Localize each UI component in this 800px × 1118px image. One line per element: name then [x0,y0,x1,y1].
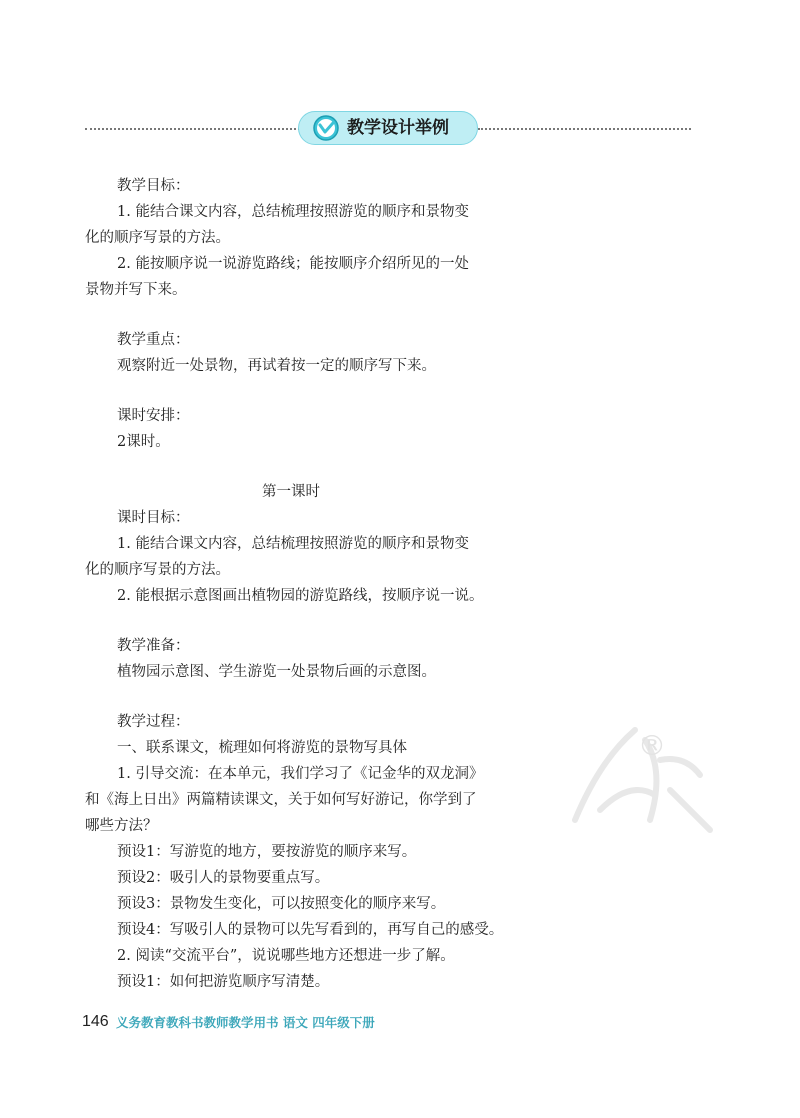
header-rule-left [85,128,300,130]
body-line: 教学目标： [117,178,190,194]
book-title: 义务教育教科书教师教学用书 语文 四年级下册 [116,1015,375,1030]
publisher-watermark-icon [560,700,720,850]
body-line: 预设2：吸引人的景物要重点写。 [117,870,330,886]
body-line: 2. 阅读“交流平台”，说说哪些地方还想进一步了解。 [117,948,455,964]
body-line: 课时安排： [117,408,190,424]
header-rule-right [478,128,691,130]
body-line: 一、联系课文，梳理如何将游览的景物写具体 [117,740,407,756]
body-line: 2. 能按顺序说一说游览路线；能按顺序介绍所见的一处 [117,256,469,272]
body-line: 预设3：景物发生变化，可以按照变化的顺序来写。 [117,896,446,912]
body-line: 1. 能结合课文内容，总结梳理按照游览的顺序和景物变 [117,536,469,552]
body-line: 和《海上日出》两篇精读课文，关于如何写好游记，你学到了 [85,792,477,808]
body-line: 观察附近一处景物，再试着按一定的顺序写下来。 [117,358,436,374]
body-line: 1. 能结合课文内容，总结梳理按照游览的顺序和景物变 [117,204,469,220]
body-line: 1. 引导交流：在本单元，我们学习了《记金华的双龙洞》 [117,766,484,782]
watermark-mark: ® [638,729,666,762]
body-line: 课时目标： [117,510,190,526]
body-line: 化的顺序写景的方法。 [85,562,230,578]
body-line: 化的顺序写景的方法。 [85,230,230,246]
body-line: 2课时。 [117,434,170,450]
body-line: 教学准备： [117,638,190,654]
section-title: 教学设计举例 [347,118,449,138]
body-line: 教学过程： [117,714,190,730]
subsection-title: 第一课时 [262,484,320,500]
body-line: 预设1：如何把游览顺序写清楚。 [117,974,330,990]
body-line: 教学重点： [117,332,190,348]
body-line: 景物并写下来。 [85,282,187,298]
body-line: 植物园示意图、学生游览一处景物后画的示意图。 [117,664,436,680]
body-line: 预设4：写吸引人的景物可以先写看到的，再写自己的感受。 [117,922,504,938]
body-line: 哪些方法？ [85,818,158,834]
body-line: 2. 能根据示意图画出植物园的游览路线，按顺序说一说。 [117,588,484,604]
check-arrow-icon [312,114,340,142]
page-number: 146 [82,1013,109,1030]
body-line: 预设1：写游览的地方，要按游览的顺序来写。 [117,844,417,860]
